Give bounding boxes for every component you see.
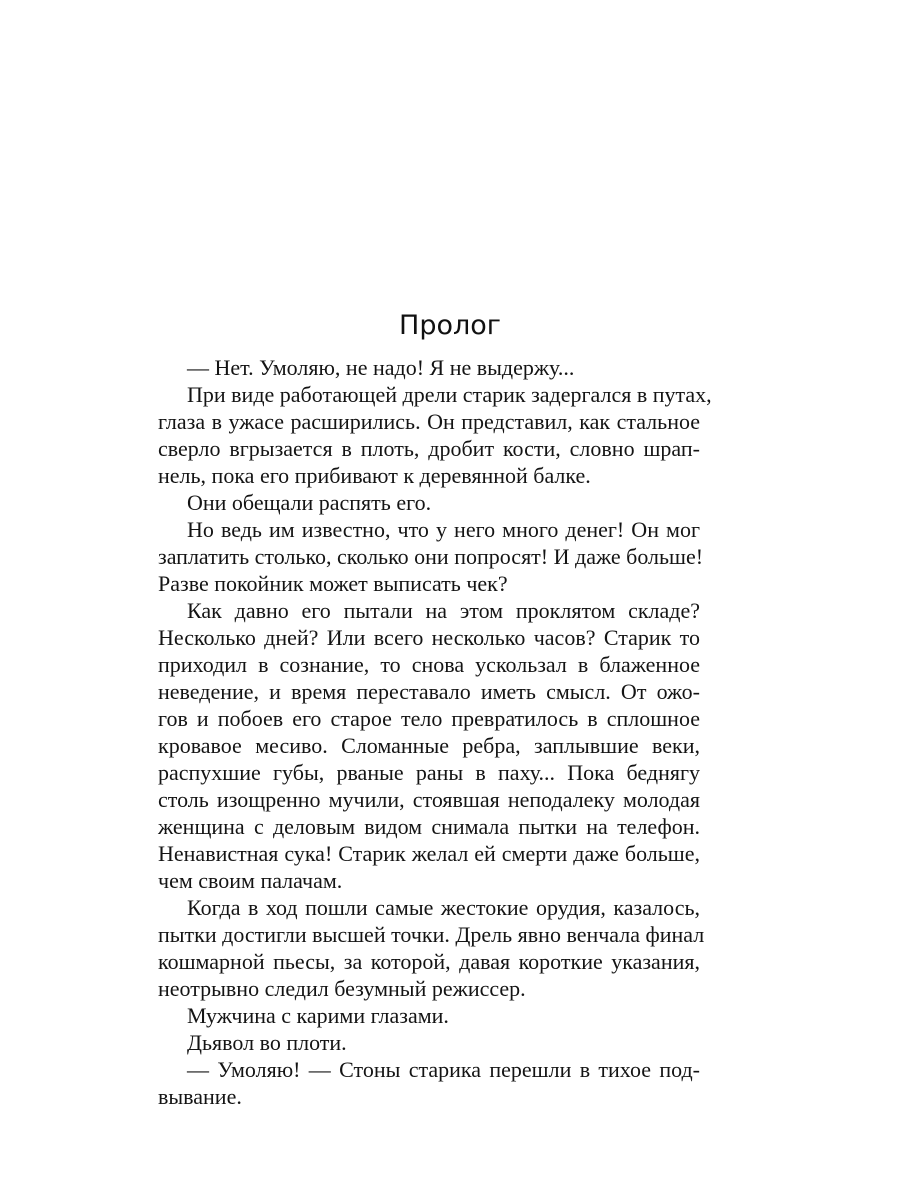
text-line: сверло вгрызается в плоть, дробит кости, словно шрап- (158, 436, 700, 461)
text-line: женщина с деловым видом снимала пытки на телефон. (158, 814, 700, 839)
text-line: распухшие губы, рваные раны в паху... Пока беднягу (158, 760, 700, 785)
paragraph (158, 516, 704, 597)
prologue-text (158, 354, 712, 1110)
paragraph (158, 597, 700, 894)
text-line: Разве покойник может выписать чек? (158, 571, 508, 596)
chapter-title: Пролог (399, 310, 501, 341)
text-line: нель, пока его прибивают к деревянной балке. (158, 463, 591, 488)
text-line: столь изощренно мучили, стоявшая неподалеку молодая (158, 787, 700, 812)
text-line: гов и побоев его старое тело превратилось в сплошное (158, 706, 700, 731)
text-line: При виде работающей дрели старик задергался в путах, (187, 382, 712, 407)
text-line: Дьявол во плоти. (187, 1030, 347, 1055)
text-line: Они обещали распять его. (187, 490, 432, 515)
text-line: Как давно его пытали на этом проклятом складе? (187, 598, 700, 623)
text-line: Но ведь им известно, что у него много денег! Он мог (187, 517, 700, 542)
text-line: вывание. (158, 1084, 242, 1109)
text-line: Когда в ход пошли самые жестокие орудия, казалось, (187, 895, 700, 920)
paragraph (158, 894, 705, 1002)
text-line: кровавое месиво. Сломанные ребра, заплывшие веки, (158, 733, 700, 758)
text-line: глаза в ужасе расширились. Он представил, как стальное (158, 409, 700, 434)
paragraph (158, 381, 712, 489)
text-line: чем своим палачам. (158, 868, 343, 893)
text-line: неведение, и время переставало иметь смысл. От ожо- (158, 679, 700, 704)
paragraph (158, 354, 700, 381)
text-line: приходил в сознание, то снова ускользал в блаженное (158, 652, 700, 677)
text-line: неотрывно следил безумный режиссер. (158, 976, 526, 1001)
paragraph (158, 1056, 700, 1110)
text-line: Мужчина с карими глазами. (187, 1003, 449, 1028)
text-line: Ненавистная сука! Старик желал ей смерти даже больше, (158, 841, 700, 866)
text-line: — Нет. Умоляю, не надо! Я не выдержу... (187, 355, 575, 380)
paragraph (158, 1002, 700, 1029)
text-line: пытки достигли высшей точки. Дрель явно венчала финал (158, 922, 705, 947)
paragraph (158, 1029, 700, 1056)
paragraph (158, 489, 700, 516)
text-line: Несколько дней? Или всего несколько часов? Старик то (158, 625, 700, 650)
text-line: заплатить столько, сколько они попросят! И даже больше! (158, 544, 704, 569)
text-line: — Умоляю! — Стоны старика перешли в тихое под- (187, 1057, 700, 1082)
text-line: кошмарной пьесы, за которой, давая короткие указания, (158, 949, 700, 974)
